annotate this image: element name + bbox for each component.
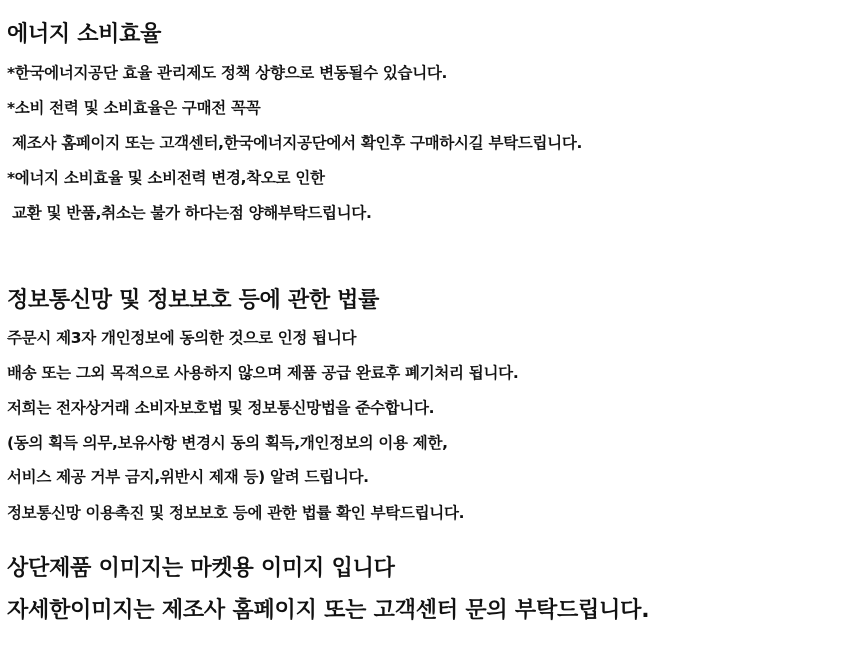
privacy-notice-line: 주문시 제3자 개인정보에 동의한 것으로 인정 됩니다 [7,329,357,347]
image-notice-line: 자세한이미지는 제조사 홈페이지 또는 고객센터 문의 부탁드립니다. [7,598,650,623]
privacy-notice-line: 배송 또는 그외 목적으로 사용하지 않으며 제품 공급 완료후 폐기처리 됩니다. [7,364,519,382]
privacy-notice-line: (동의 획득 의무,보유사항 변경시 동의 획득,개인정보의 이용 제한, [7,434,448,452]
privacy-section-title: 정보통신망 및 정보보호 등에 관한 법률 [7,288,380,313]
privacy-notice-line: 서비스 제공 거부 금지,위반시 제재 등) 알려 드립니다. [7,468,369,486]
energy-notice-line: 교환 및 반품,취소는 불가 하다는점 양해부탁드립니다. [7,204,372,222]
image-notice-line: 상단제품 이미지는 마켓용 이미지 입니다 [7,556,395,581]
privacy-notice-line: 저희는 전자상거래 소비자보호법 및 정보통신망법을 준수합니다. [7,399,435,417]
energy-notice-line: *한국에너지공단 효율 관리제도 정책 상향으로 변동될수 있습니다. [7,64,448,82]
energy-notice-line: *에너지 소비효율 및 소비전력 변경,착오로 인한 [7,169,325,187]
energy-notice-line: *소비 전력 및 소비효율은 구매전 꼭꼭 [7,99,261,117]
privacy-notice-line: 정보통신망 이용촉진 및 정보보호 등에 관한 법률 확인 부탁드립니다. [7,504,465,522]
energy-section-title: 에너지 소비효율 [7,22,162,47]
energy-notice-line: 제조사 홈페이지 또는 고객센터,한국에너지공단에서 확인후 구매하시길 부탁드립니다. [7,134,583,152]
